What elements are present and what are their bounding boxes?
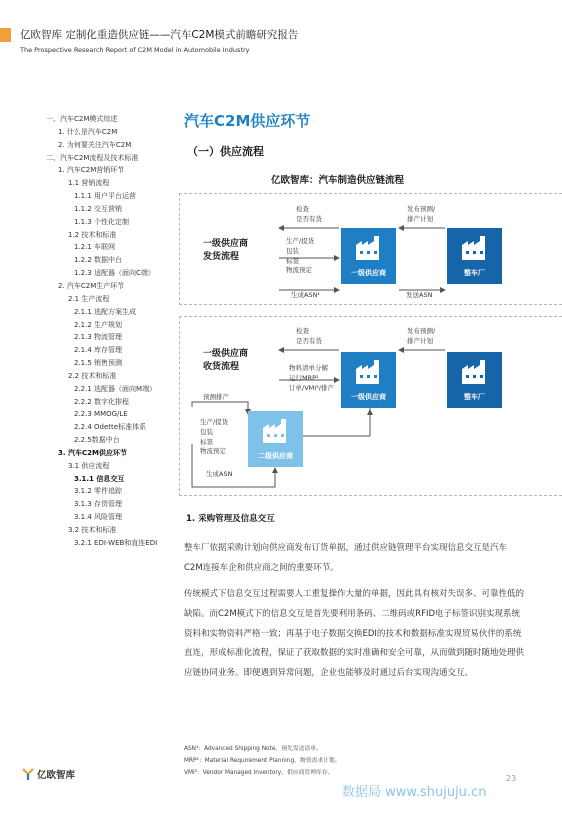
production-list-top: 生产/提货 包装 标签 物流预定 bbox=[286, 237, 315, 275]
toc-item[interactable]: 2.2.2 数字化排程 bbox=[74, 397, 130, 406]
factory-icon bbox=[461, 359, 488, 385]
forecast-text-bottom: 发布预测/ 排产计划 bbox=[407, 327, 436, 345]
subsection-title: （一）供应流程 bbox=[187, 145, 264, 158]
footnote-mrp: MRP²：Material Requirement Planning，物资需求计划。 bbox=[184, 758, 341, 764]
toc-item[interactable]: 1.1.2 交互营销 bbox=[74, 204, 123, 213]
factory-icon bbox=[355, 235, 382, 261]
toc-item[interactable]: 3. 汽车C2M供应环节 bbox=[58, 448, 127, 457]
toc-item[interactable]: 一、汽车C2M模式综述 bbox=[46, 115, 118, 123]
tier2-supplier-node: 二级供应商 bbox=[248, 411, 303, 467]
production-list-bottom: 生产/提货 包装 标签 物流预定 bbox=[200, 418, 229, 456]
body-heading: 1. 采购管理及信息交互 bbox=[186, 514, 275, 524]
footnotes bbox=[184, 743, 341, 779]
pre-forecast-text: 预测排产 bbox=[203, 393, 229, 401]
toc-item[interactable]: 2.1.3 物流管理 bbox=[74, 333, 123, 342]
toc-item[interactable]: 3.1.1 信息交互 bbox=[74, 474, 125, 483]
arrow-supplier2-to-supplier1 bbox=[302, 410, 370, 436]
toc-item[interactable]: 3.1.4 风险管理 bbox=[74, 513, 123, 522]
arrow-pre-forecast bbox=[192, 402, 248, 414]
toc-item[interactable]: 2.2.4 Odette标准体系 bbox=[74, 423, 147, 432]
toc-item[interactable]: 2.1 生产流程 bbox=[68, 294, 110, 303]
toc-item[interactable]: 1.2.1 车联网 bbox=[74, 243, 116, 252]
footnote-vmi: VMI³：Vendor Managed Inventory，供应商管理库存。 bbox=[184, 770, 334, 776]
tier1-supplier-node-bottom: 一级供应商 bbox=[341, 352, 396, 408]
toc-item[interactable]: 3.2.1 EDI-WEB和直连EDI bbox=[74, 538, 158, 547]
body-paragraph-1: 整车厂依据采购计划向供应商发布订货单据，通过供应链管理平台实现信息交互是汽车C2M连接车企和供应商之间的重要环节。 bbox=[184, 543, 508, 573]
toc-item[interactable]: 3.2 技术和标准 bbox=[68, 526, 117, 534]
toc-item[interactable]: 2. 汽车C2M生产环节 bbox=[58, 281, 125, 290]
toc-item[interactable]: 1.1 营销流程 bbox=[68, 179, 110, 188]
asn-send-top: 发送ASN bbox=[406, 291, 433, 299]
toc-item[interactable]: 2.1.2 生产规划 bbox=[74, 320, 123, 329]
toc-item[interactable]: 2.1.5 销售预测 bbox=[74, 359, 123, 368]
forecast-text-top: 发布预测/ 排产计划 bbox=[407, 205, 436, 223]
toc-item[interactable]: 2.2 技术和标准 bbox=[68, 371, 117, 380]
oem-node-top: 整车厂 bbox=[447, 228, 502, 284]
watermark: 数据局 www.shujuju.cn bbox=[342, 785, 487, 800]
oem-node-bottom: 整车厂 bbox=[447, 352, 502, 408]
asn-generate-top: 生成ASN¹ bbox=[291, 291, 321, 299]
toc-item[interactable]: 3.1.2 零件追踪 bbox=[74, 487, 123, 496]
section-title: 汽车C2M供应环节 bbox=[184, 112, 311, 130]
brand-logo bbox=[22, 767, 75, 781]
asn-generate-bottom: 生成ASN bbox=[206, 470, 233, 478]
footnote-asn: ASN¹：Advanced Shipping Note，预先发送清单。 bbox=[184, 746, 322, 752]
factory-icon bbox=[262, 418, 289, 444]
toc-item[interactable]: 2.2.1 选配器（面向M端） bbox=[74, 384, 157, 393]
report-subtitle: The Prospective Research Report of C2M Model in Automobile Industry bbox=[20, 46, 250, 54]
toc-item[interactable]: 二、汽车C2M流程及技术标准 bbox=[46, 153, 139, 162]
toc-item[interactable]: 1. 汽车C2M营销环节 bbox=[58, 166, 125, 175]
toc-item[interactable]: 1.2.3 适配器（面向C端） bbox=[74, 269, 155, 278]
toc-item[interactable]: 2.2.3 MMOG/LE bbox=[74, 410, 128, 419]
toc-item[interactable]: 1. 什么是汽车C2M bbox=[58, 127, 118, 136]
toc-item[interactable]: 3.1.3 存货管理 bbox=[74, 500, 123, 509]
check-stock-text-bottom: 检查 是否有货 bbox=[296, 327, 322, 345]
toc-item[interactable]: 1.1.1 用户平台运营 bbox=[74, 192, 137, 201]
toc-item[interactable]: 2.1.1 选配方案生成 bbox=[74, 307, 137, 316]
report-title: 亿欧智库 定制化重造供应链——汽车C2M模式前瞻研究报告 bbox=[20, 29, 299, 41]
factory-icon bbox=[461, 235, 488, 261]
shipping-process-label: 一级供应商 发货流程 bbox=[203, 239, 249, 262]
toc-item[interactable]: 1.2.2 数据中台 bbox=[74, 256, 123, 265]
tier1-supplier-node-top: 一级供应商 bbox=[341, 228, 396, 284]
toc-item[interactable]: 2. 为何要关注汽车C2M bbox=[58, 140, 132, 149]
toc-item[interactable]: 2.2.5数据中台 bbox=[74, 436, 120, 445]
toc-item[interactable]: 1.2 技术和标准 bbox=[68, 230, 117, 239]
check-stock-text-top: 检查 是否有货 bbox=[296, 205, 322, 223]
logo-text: 亿欧智库 bbox=[37, 770, 76, 781]
logo-icon bbox=[22, 768, 34, 781]
page-number: 23 bbox=[506, 774, 517, 783]
mrp-text: 物料清单分解 运行MRP² 订单/VMI³/排产 bbox=[289, 364, 334, 392]
diagram-title: 亿欧智库：汽车制造供应链流程 bbox=[271, 175, 405, 186]
factory-icon bbox=[355, 359, 382, 385]
toc-item[interactable]: 2.1.4 库存管理 bbox=[74, 346, 123, 355]
receiving-process-label: 一级供应商 收货流程 bbox=[203, 349, 249, 372]
body-paragraph-2: 传统模式下信息交互过程需要人工重复操作大量的单据，因此具有核对失误多、可靠性低的缺陷。而C2M模式下的信息交互是首先要利用条码、二维码或RFID电子标签识别实现系统资料和实物资料严格一致；再基于电子数据交换EDI的技术和数据标准实现贸易伙伴的系统直连，形成标准化流程，保证了获取数据的实时准确和安全可靠，从而做到随时随地处理供应链协同业务。即便遇到异常问题，企业也能够及时通过后台实现沟通交互。 bbox=[184, 589, 525, 679]
toc-item[interactable]: 1.1.3 个性化定制 bbox=[74, 217, 130, 226]
toc-item[interactable]: 3.1 供应流程 bbox=[68, 461, 110, 470]
